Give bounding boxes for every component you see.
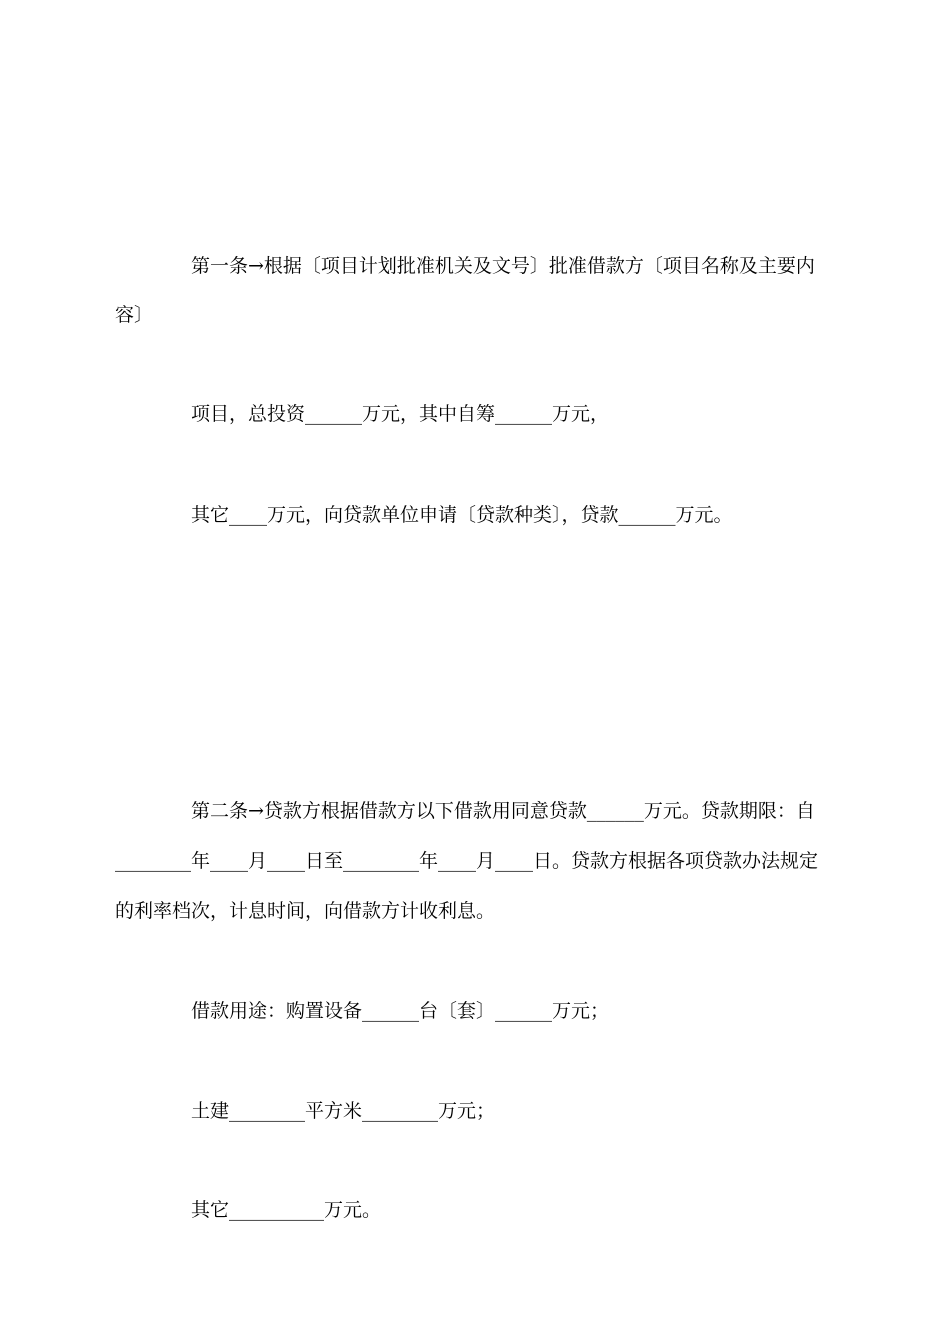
article-1-line-3: 项目，总投资______万元，其中自筹______万元，	[191, 403, 610, 425]
article-1-line-1: 第一条→根据〔项目计划批准机关及文号〕批准借款方〔项目名称及主要内	[191, 255, 815, 277]
construction-line: 土建________平方米________万元；	[191, 1100, 496, 1122]
article-2-line-2: ________年____月____日至________年____月____日。贷款方根据各项贷款办法规定	[115, 850, 819, 872]
article-1-line-4: 其它____万元，向贷款单位申请〔贷款种类〕，贷款______万元。	[191, 504, 733, 526]
loan-purpose-line: 借款用途：购置设备______台〔套〕______万元；	[191, 1000, 610, 1022]
article-2-line-3: 的利率档次，计息时间，向借款方计收利息。	[115, 900, 496, 922]
article-2-line-1: 第二条→贷款方根据借款方以下借款用同意贷款______万元。贷款期限：自	[191, 800, 815, 822]
article-1-line-2: 容〕	[115, 304, 154, 326]
other-line: 其它__________万元。	[191, 1199, 382, 1221]
